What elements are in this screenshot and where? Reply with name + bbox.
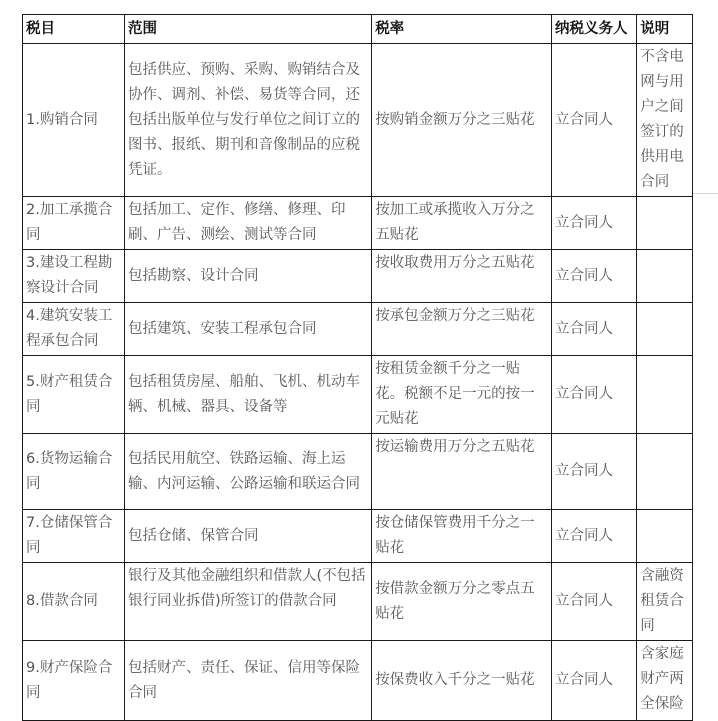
cell-tax-item: 5.财产租赁合同 <box>23 356 125 434</box>
header-tax-item: 税目 <box>23 15 125 44</box>
cell-scope: 包括供应、预购、采购、购销结合及协作、调剂、补偿、易货等合同，还包括出版单位与发行单位之间订立的图书、报纸、期刊和音像制品的应税凭证。 <box>125 44 372 197</box>
cell-tax-item: 2.加工承揽合同 <box>23 197 125 250</box>
cell-tax-item: 9.财产保险合同 <box>23 641 125 721</box>
cell-rate: 按借款金额万分之零点五贴花 <box>372 563 552 641</box>
cell-scope: 银行及其他金融组织和借款人(不包括银行同业拆借)所签订的借款合同 <box>125 563 372 641</box>
cell-payer: 立合同人 <box>552 434 637 510</box>
table-row <box>23 510 693 563</box>
cell-scope: 包括建筑、安装工程承包合同 <box>125 303 372 356</box>
cell-payer: 立合同人 <box>552 250 637 303</box>
cell-note: 不含电网与用户之间签订的供用电合同 <box>637 44 693 197</box>
header-note: 说明 <box>637 15 693 44</box>
cell-rate: 按收取费用万分之五贴花 <box>372 250 552 303</box>
cell-tax-item: 7.仓储保管合同 <box>23 510 125 563</box>
cell-tax-item: 8.借款合同 <box>23 563 125 641</box>
cell-rate: 按承包金额万分之三贴花 <box>372 303 552 356</box>
cell-rate: 按加工或承揽收入万分之五贴花 <box>372 197 552 250</box>
cell-rate: 按租赁金额千分之一贴花。税额不足一元的按一元贴花 <box>372 356 552 434</box>
cell-note <box>637 303 693 356</box>
cell-payer: 立合同人 <box>552 563 637 641</box>
header-scope: 范围 <box>125 15 372 44</box>
cell-payer: 立合同人 <box>552 510 637 563</box>
table-row <box>23 356 693 434</box>
cell-scope: 包括财产、责任、保证、信用等保险合同 <box>125 641 372 721</box>
table-row <box>23 303 693 356</box>
cell-rate: 按保费收入千分之一贴花 <box>372 641 552 721</box>
table-row <box>23 44 693 197</box>
cell-note <box>637 197 693 250</box>
table-row <box>23 563 693 641</box>
cell-note <box>637 356 693 434</box>
cell-payer: 立合同人 <box>552 197 637 250</box>
cell-scope: 包括仓储、保管合同 <box>125 510 372 563</box>
cell-payer: 立合同人 <box>552 303 637 356</box>
cell-payer: 立合同人 <box>552 641 637 721</box>
scroll-divider <box>693 193 718 194</box>
cell-payer: 立合同人 <box>552 44 637 197</box>
cell-rate: 按运输费用万分之五贴花 <box>372 434 552 510</box>
table-header-row <box>23 15 693 44</box>
cell-scope: 包括民用航空、铁路运输、海上运输、内河运输、公路运输和联运合同 <box>125 434 372 510</box>
cell-note <box>637 250 693 303</box>
table-row <box>23 250 693 303</box>
cell-note <box>637 434 693 510</box>
cell-tax-item: 4.建筑安装工程承包合同 <box>23 303 125 356</box>
cell-rate: 按购销金额万分之三贴花 <box>372 44 552 197</box>
cell-tax-item: 1.购销合同 <box>23 44 125 197</box>
header-tax-rate: 税率 <box>372 15 552 44</box>
table-row <box>23 434 693 510</box>
cell-payer: 立合同人 <box>552 356 637 434</box>
cell-scope: 包括勘察、设计合同 <box>125 250 372 303</box>
cell-note <box>637 510 693 563</box>
cell-scope: 包括租赁房屋、船舶、飞机、机动车辆、机械、器具、设备等 <box>125 356 372 434</box>
cell-rate: 按仓储保管费用千分之一贴花 <box>372 510 552 563</box>
cell-tax-item: 6.货物运输合同 <box>23 434 125 510</box>
table-row <box>23 641 693 721</box>
stamp-tax-table <box>22 14 693 721</box>
cell-scope: 包括加工、定作、修缮、修理、印刷、广告、测绘、测试等合同 <box>125 197 372 250</box>
cell-note: 含融资租赁合同 <box>637 563 693 641</box>
cell-note: 含家庭财产两全保险 <box>637 641 693 721</box>
table-row <box>23 197 693 250</box>
cell-tax-item: 3.建设工程勘察设计合同 <box>23 250 125 303</box>
header-taxpayer: 纳税义务人 <box>552 15 637 44</box>
